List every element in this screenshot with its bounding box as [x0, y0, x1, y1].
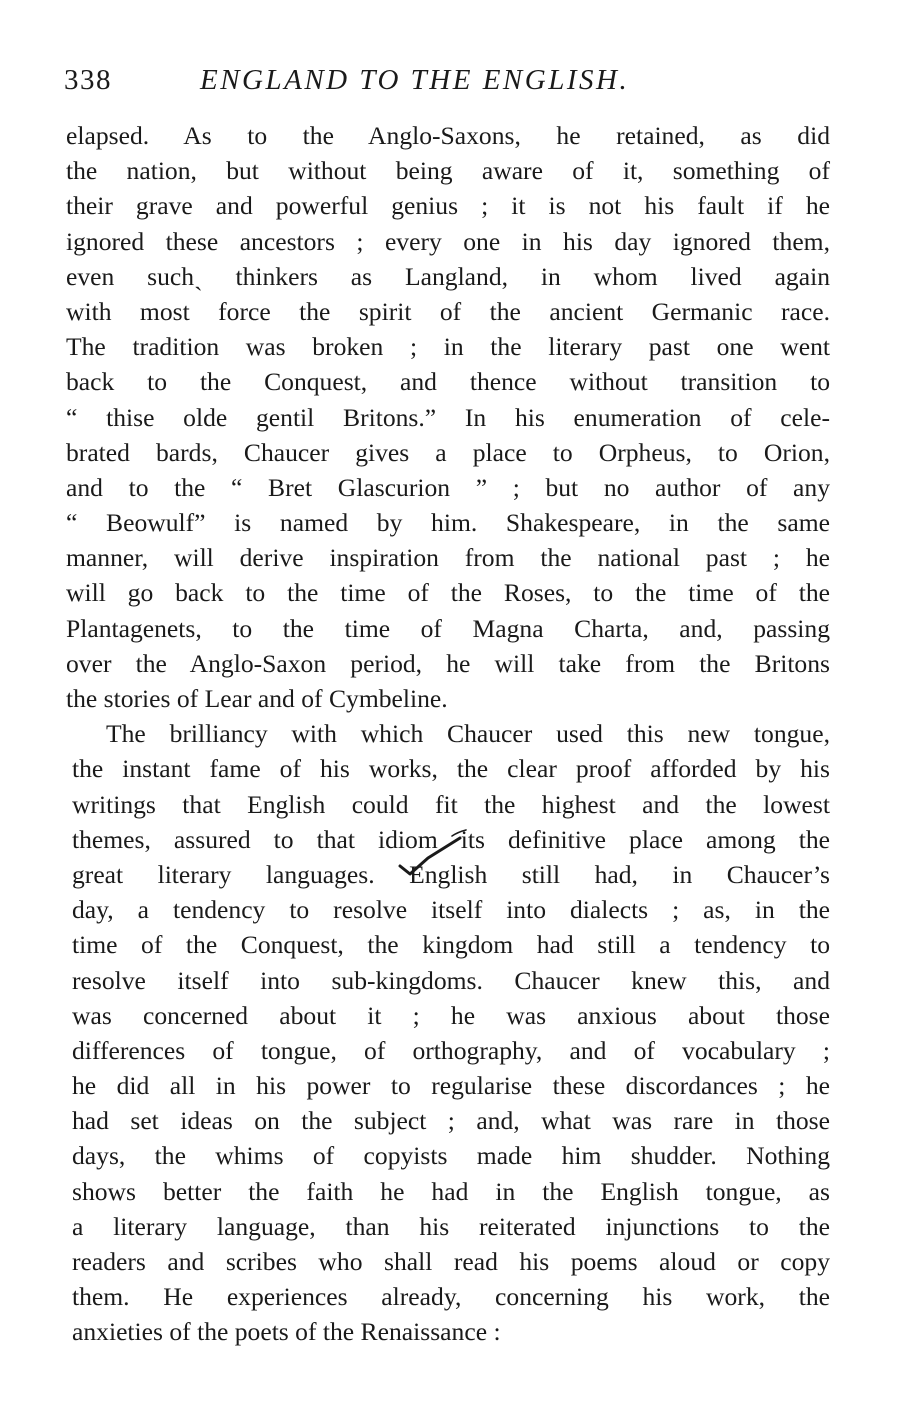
text-line: writings that English could fit the highest and the lowest: [72, 789, 830, 819]
text-line: over the Anglo-Saxon period, he will take from the Britons: [66, 648, 830, 678]
text-line: days, the whims of copyists made him shudder. Nothing: [72, 1141, 830, 1171]
text-line: themes, assured to that idiom its definitive place among the: [72, 824, 830, 854]
text-line: Plantagenets, to the time of Magna Charta, and, passing: [66, 613, 830, 643]
text-line: manner, will derive inspiration from the national past ; he: [66, 543, 830, 573]
body-text: [66, 118, 830, 1350]
text-line: a literary language, than his reiterated injunctions to the: [72, 1211, 830, 1241]
text-line: resolve itself into sub-kingdoms. Chaucer knew this, and: [72, 965, 830, 995]
text-line: anxieties of the poets of the Renaissance :: [72, 1317, 501, 1347]
handwritten-checkmark-icon: [398, 828, 488, 884]
text-line: shows better the faith he had in the English tongue, as: [72, 1176, 830, 1206]
text-line: “ thise olde gentil Britons.” In his enumeration of cele-: [66, 402, 830, 432]
text-line: and to the “ Bret Glascurion ” ; but no author of any: [66, 472, 830, 502]
text-line: with most force the spirit of the ancient Germanic race.: [66, 296, 830, 326]
text-line: he did all in his power to regularise these discordances ; he: [72, 1071, 830, 1101]
text-line: brated bards, Chaucer gives a place to Orpheus, to Orion,: [66, 437, 830, 467]
running-title: ENGLAND TO THE ENGLISH.: [200, 64, 630, 96]
text-line: was concerned about it ; he was anxious about those: [72, 1000, 830, 1030]
running-header: [64, 64, 784, 104]
text-line: even suchˎ thinkers as Langland, in whom lived again: [66, 261, 830, 291]
text-line: readers and scribes who shall read his poems aloud or copy: [72, 1247, 830, 1276]
text-line: great literary languages. English still had, in Chaucer’s: [72, 859, 830, 889]
text-line: the stories of Lear and of Cymbeline.: [66, 684, 448, 713]
paragraph-2: [66, 716, 830, 1349]
text-line: elapsed. As to the Anglo-Saxons, he retained, as did: [66, 121, 830, 150]
text-line: had set ideas on the subject ; and, what was rare in those: [72, 1106, 830, 1136]
text-line: ignored these ancestors ; every one in his day ignored them,: [66, 226, 830, 256]
text-line: day, a tendency to resolve itself into dialects ; as, in the: [72, 895, 830, 925]
text-line: will go back to the time of the Roses, to the time of the: [66, 578, 830, 608]
text-line: The tradition was broken ; in the literary past one went: [66, 332, 830, 362]
text-line: “ Beowulf” is named by him. Shakespeare, in the same: [66, 508, 830, 538]
page-number: 338: [64, 64, 112, 96]
text-line: differences of tongue, of orthography, and of vocabulary ;: [72, 1035, 830, 1065]
text-line: time of the Conquest, the kingdom had still a tendency to: [72, 930, 830, 960]
paragraph-1: [66, 118, 830, 716]
text-line: the nation, but without being aware of it, something of: [66, 156, 830, 186]
text-line: them. He experiences already, concerning his work, the: [72, 1282, 830, 1312]
text-line: back to the Conquest, and thence without transition to: [66, 367, 830, 397]
text-line: the instant fame of his works, the clear proof afforded by his: [72, 754, 830, 784]
text-line: their grave and powerful genius ; it is not his fault if he: [66, 191, 830, 221]
text-line: The brilliancy with which Chaucer used this new tongue,: [106, 719, 830, 749]
